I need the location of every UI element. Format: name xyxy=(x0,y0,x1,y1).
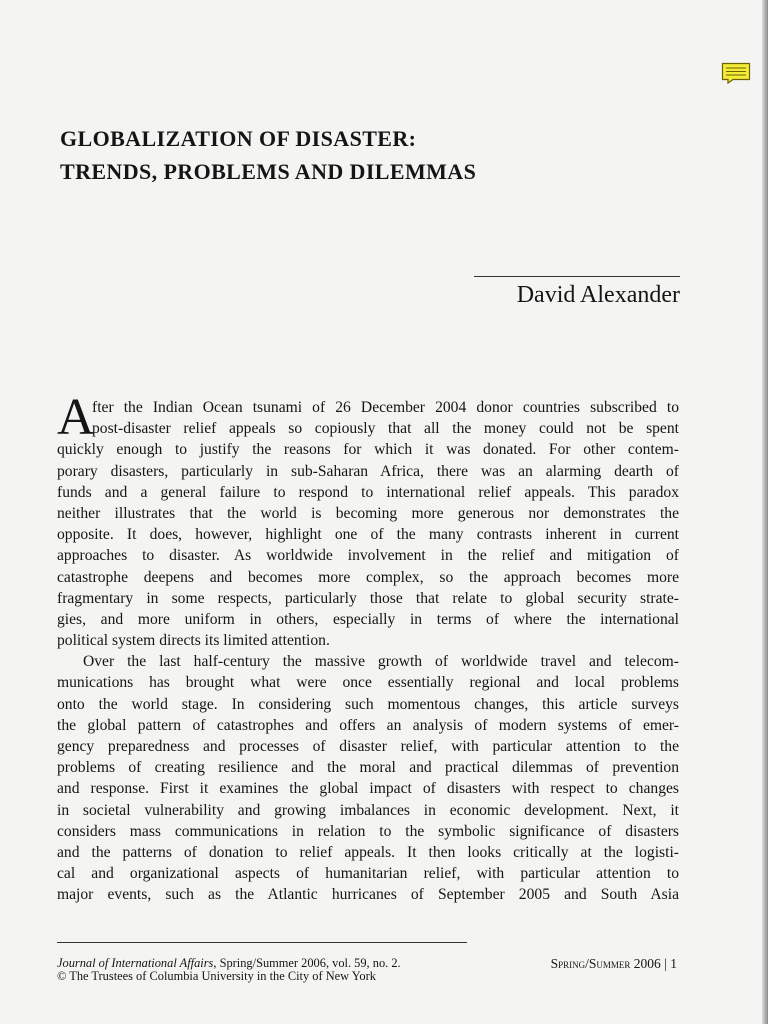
body-line: and the patterns of donation to relief appeals. It then looks critically at the logisti- xyxy=(57,843,679,861)
article-body xyxy=(57,389,679,906)
body-line: fragmentary in some respects, particularly those that relate to global security strate- xyxy=(57,589,679,607)
body-line: gency preparedness and processes of disaster relief, with particular attention to the xyxy=(57,738,679,755)
body-line: cal and organizational aspects of humanitarian relief, with particular attention to xyxy=(57,865,679,883)
body-line: porary disasters, particularly in sub-Saharan Africa, there was an alarming dearth of xyxy=(57,462,679,480)
citation-details: , Spring/Summer 2006, vol. 59, no. 2. xyxy=(213,956,401,970)
body-line: the global pattern of catastrophes and offers an analysis of modern systems of emer- xyxy=(57,716,679,734)
footer-rule xyxy=(57,942,467,943)
article-title xyxy=(60,122,700,188)
journal-name: Journal of International Affairs xyxy=(57,956,214,970)
body-line: fter the Indian Ocean tsunami of 26 December 2004 donor countries subscribed to xyxy=(92,399,679,416)
running-footer xyxy=(551,957,677,971)
comment-note-icon[interactable] xyxy=(721,62,751,84)
drop-cap: A xyxy=(57,389,95,446)
citation-footer xyxy=(57,957,401,983)
issue-label: Spring/Summer 2006 | xyxy=(550,956,667,971)
body-line: onto the world stage. In considering such momentous changes, this article surveys xyxy=(57,695,679,713)
body-line: in societal vulnerability and growing imbalances in economic development. Next, it xyxy=(57,801,679,819)
body-line: considers mass communications in relation to the symbolic significance of disasters xyxy=(57,822,679,840)
body-line: neither illustrates that the world is becoming more generous nor demonstrates the xyxy=(57,504,679,522)
body-line: problems of creating resilience and the moral and practical dilemmas of prevention xyxy=(57,759,679,777)
body-line: gies, and more uniform in others, especially in terms of where the international xyxy=(57,610,679,628)
title-line-1: GLOBALIZATION OF DISASTER: xyxy=(60,126,417,151)
title-line-2: TRENDS, PROBLEMS AND DILEMMAS xyxy=(60,159,477,184)
page-edge-shadow xyxy=(762,0,768,1024)
body-line: approaches to disaster. As worldwide involvement in the relief and mitigation of xyxy=(57,547,679,565)
body-line: funds and a general failure to respond to international relief appeals. This paradox xyxy=(57,483,679,501)
body-line: post-disaster relief appeals so copiously that all the money could not be spent xyxy=(92,420,679,438)
body-line: opposite. It does, however, highlight one of the many contrasts inherent in current xyxy=(57,526,679,544)
copyright-line: © The Trustees of Columbia University in the City of New York xyxy=(57,969,376,983)
body-line: major events, such as the Atlantic hurricanes of September 2005 and South Asia xyxy=(57,886,679,904)
author-rule xyxy=(474,276,680,277)
author-name: David Alexander xyxy=(516,282,680,308)
body-line: catastrophe deepens and becomes more complex, so the approach becomes more xyxy=(57,568,679,586)
body-line: Over the last half-century the massive growth of worldwide travel and telecom- xyxy=(83,653,679,671)
body-line: and response. First it examines the global impact of disasters with respect to changes xyxy=(57,780,679,798)
page-number: 1 xyxy=(670,956,677,971)
body-line: quickly enough to justify the reasons for which it was donated. For other contem- xyxy=(57,441,679,459)
body-line: political system directs its limited attention. xyxy=(57,632,330,650)
body-line: munications has brought what were once essentially regional and local problems xyxy=(57,674,679,692)
